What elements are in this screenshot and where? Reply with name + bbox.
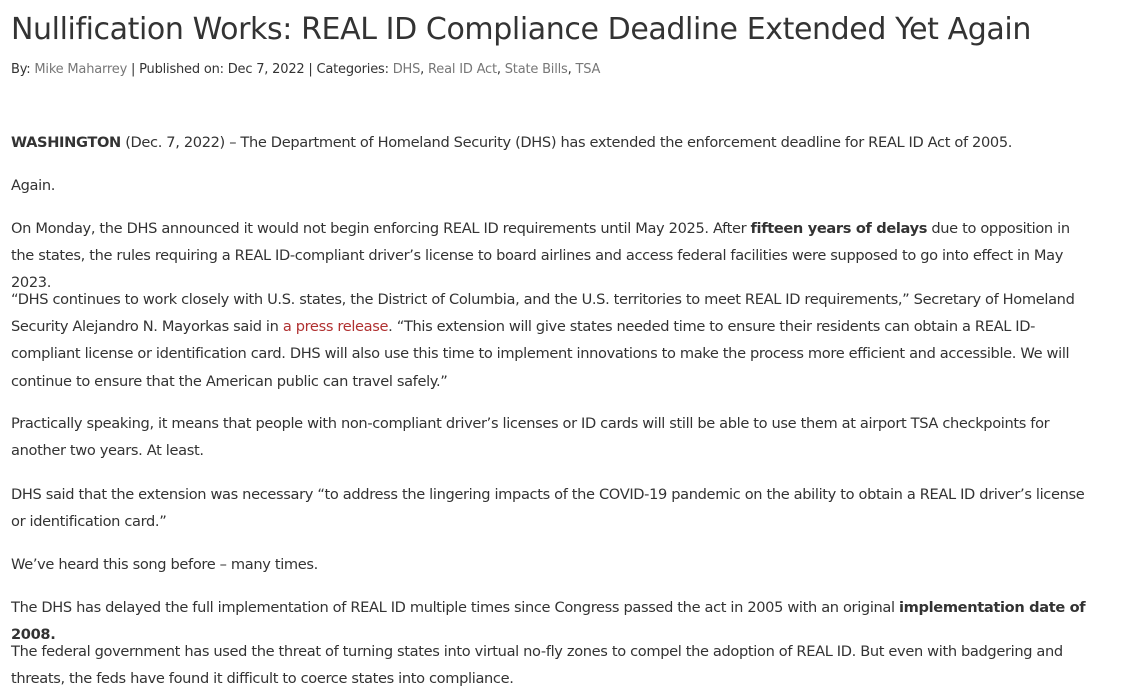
- author-link[interactable]: Mike Maharrey: [34, 62, 128, 77]
- paragraph-4: [11, 286, 1096, 395]
- paragraph-2: [11, 172, 1096, 199]
- paragraph-6: [11, 481, 1096, 535]
- paragraph-text: On Monday, the DHS announced it would not begin enforcing REAL ID requirements until May 2025. After: [11, 220, 751, 237]
- press-release-link[interactable]: a press release: [282, 318, 389, 336]
- emphasis-text: fifteen years of delays: [750, 220, 928, 237]
- published-date: Dec 7, 2022: [227, 62, 305, 77]
- paragraph-5: [11, 410, 1096, 464]
- category-link-real-id-act[interactable]: Real ID Act: [428, 62, 497, 77]
- meta-published-label: | Published on:: [127, 62, 228, 77]
- paragraph-text: due to opposition in the states, the rules requiring a REAL ID-compliant driver’s license to board airlines and access federal facilities were supposed to go into effect in May 2023.: [11, 220, 1070, 292]
- paragraph-text: We’ve heard this song before – many times.: [11, 556, 318, 573]
- emphasis-text: implementation date of 2008.: [11, 599, 1086, 644]
- paragraph-text: Again.: [11, 177, 56, 194]
- paragraph-text: DHS said that the extension was necessary “to address the lingering impacts of the COVID-19 pandemic on the ability to obtain a REAL ID driver’s license or identification card.”: [11, 486, 1085, 531]
- category-separator: ,: [567, 62, 576, 77]
- article-meta: [11, 62, 600, 77]
- category-link-tsa[interactable]: TSA: [575, 62, 601, 77]
- category-link-dhs[interactable]: DHS: [392, 62, 421, 77]
- category-separator: ,: [496, 62, 505, 77]
- paragraph-text: The DHS has delayed the full implementation of REAL ID multiple times since Congress passed the act in 2005 with an original: [11, 599, 900, 616]
- meta-categories-label: | Categories:: [304, 62, 393, 77]
- article-title: Nullification Works: REAL ID Compliance Deadline Extended Yet Again: [11, 12, 1031, 47]
- category-separator: ,: [420, 62, 429, 77]
- paragraph-9: [11, 638, 1096, 692]
- category-link-state-bills[interactable]: State Bills: [504, 62, 568, 77]
- paragraph-1: [11, 129, 1096, 156]
- paragraph-text: The federal government has used the threat of turning states into virtual no-fly zones to compel the adoption of REAL ID. But even with badgering and threats, the feds have found it difficult to coerce states into compliance.: [11, 643, 1063, 688]
- paragraph-text: (Dec. 7, 2022) – The Department of Homeland Security (DHS) has extended the enforcement deadline for REAL ID Act of 2005.: [120, 134, 1013, 151]
- paragraph-3: [11, 215, 1096, 297]
- paragraph-text: Practically speaking, it means that people with non-compliant driver’s licenses or ID cards will still be able to use them at airport TSA checkpoints for another two years. At least.: [11, 415, 1050, 460]
- paragraph-text: . “This extension will give states needed time to ensure their residents can obtain a REAL ID-compliant license or identification card. DHS will also use this time to implement innovations to make the process more efficient and accessible. We will continue to ensure that the American public can travel safely.”: [11, 318, 1070, 390]
- meta-by-label: By:: [11, 62, 35, 77]
- dateline: WASHINGTON: [11, 134, 121, 151]
- paragraph-text: “DHS continues to work closely with U.S. states, the District of Columbia, and the U.S. territories to meet REAL ID requirements,” Secretary of Homeland Security Alejandro N. Mayorkas said in: [11, 291, 1075, 336]
- paragraph-7: [11, 551, 1096, 578]
